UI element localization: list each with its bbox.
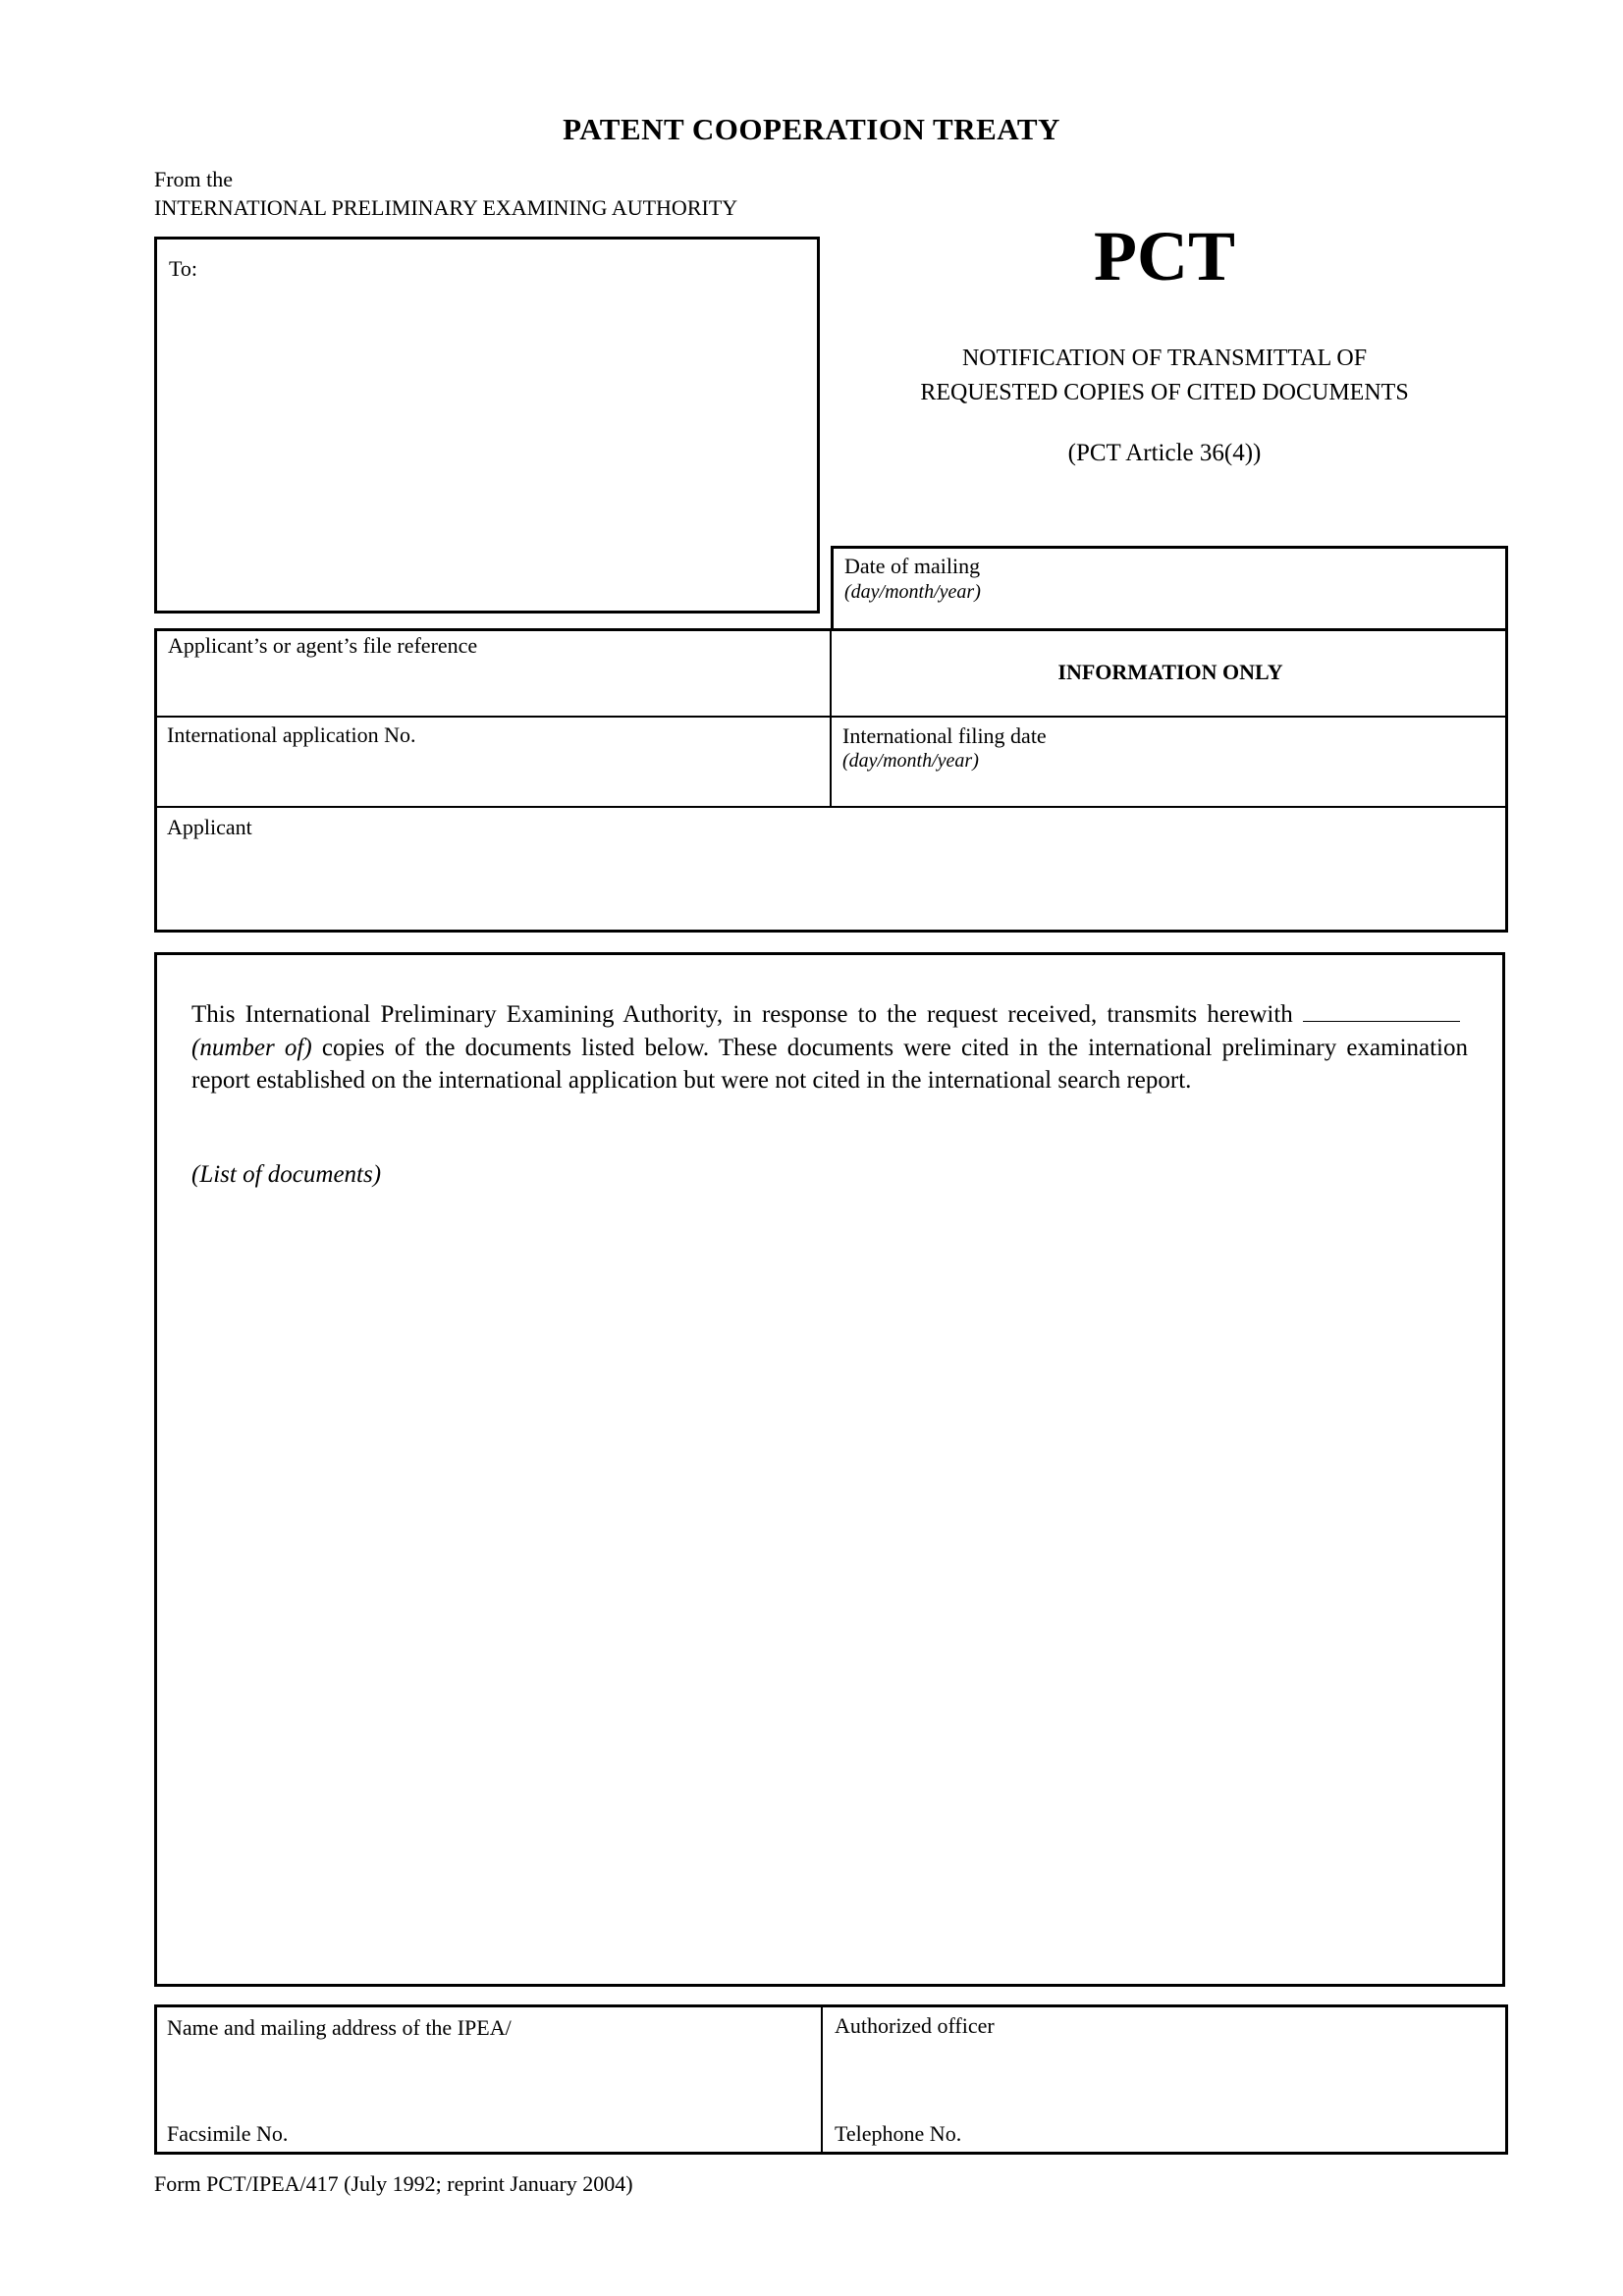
transmittal-text-start: This International Preliminary Examining Authority, in response to the request received, transmits herewith — [191, 1001, 1293, 1028]
filing-date-hint: (day/month/year) — [842, 750, 979, 772]
applicant-label: Applicant — [167, 815, 252, 839]
ipea-address-label: Name and mailing address of the IPEA/ — [167, 2015, 512, 2040]
from-authority: INTERNATIONAL PRELIMINARY EXAMINING AUTHORITY — [154, 195, 738, 220]
date-of-mailing-box[interactable] — [831, 546, 1508, 630]
form-identifier: Form PCT/IPEA/417 (July 1992; reprint January 2004) — [154, 2171, 633, 2196]
notification-title — [821, 342, 1508, 410]
ipea-officer-divider — [821, 2004, 823, 2155]
file-reference-label: Applicant’s or agent’s file reference — [168, 633, 478, 658]
document-title: PATENT COOPERATION TREATY — [563, 112, 1060, 146]
article-reference: (PCT Article 36(4)) — [1067, 440, 1262, 466]
information-only-label: INFORMATION ONLY — [1057, 660, 1283, 684]
number-of-copies-blank[interactable] — [1303, 999, 1460, 1022]
from-label: From the — [154, 167, 234, 191]
pct-heading: PCT — [1094, 217, 1235, 295]
transmittal-text-end: copies of the documents listed below. These documents were cited in the international preliminary examination report established on the international application but were not cited in the international search report. — [191, 1034, 1469, 1094]
transmittal-text — [191, 998, 1468, 1097]
addressee-label: To: — [169, 256, 198, 281]
date-of-mailing-hint: (day/month/year) — [844, 581, 981, 603]
date-of-mailing-label: Date of mailing — [844, 554, 981, 578]
application-no-label: International application No. — [167, 722, 416, 747]
addressee-box[interactable] — [154, 237, 820, 614]
authorized-officer-label: Authorized officer — [835, 2013, 995, 2038]
grid-divider-col — [830, 628, 832, 808]
notification-title-line1: NOTIFICATION OF TRANSMITTAL OF — [961, 346, 1368, 371]
telephone-label: Telephone No. — [835, 2121, 962, 2146]
filing-date-label: International filing date — [842, 723, 1047, 748]
number-of-label: (number of) — [191, 1034, 312, 1061]
notification-title-line2: REQUESTED COPIES OF CITED DOCUMENTS — [920, 380, 1409, 405]
documents-box[interactable] — [154, 952, 1505, 1987]
list-of-documents-label: (List of documents) — [191, 1161, 382, 1188]
facsimile-label: Facsimile No. — [167, 2121, 289, 2146]
